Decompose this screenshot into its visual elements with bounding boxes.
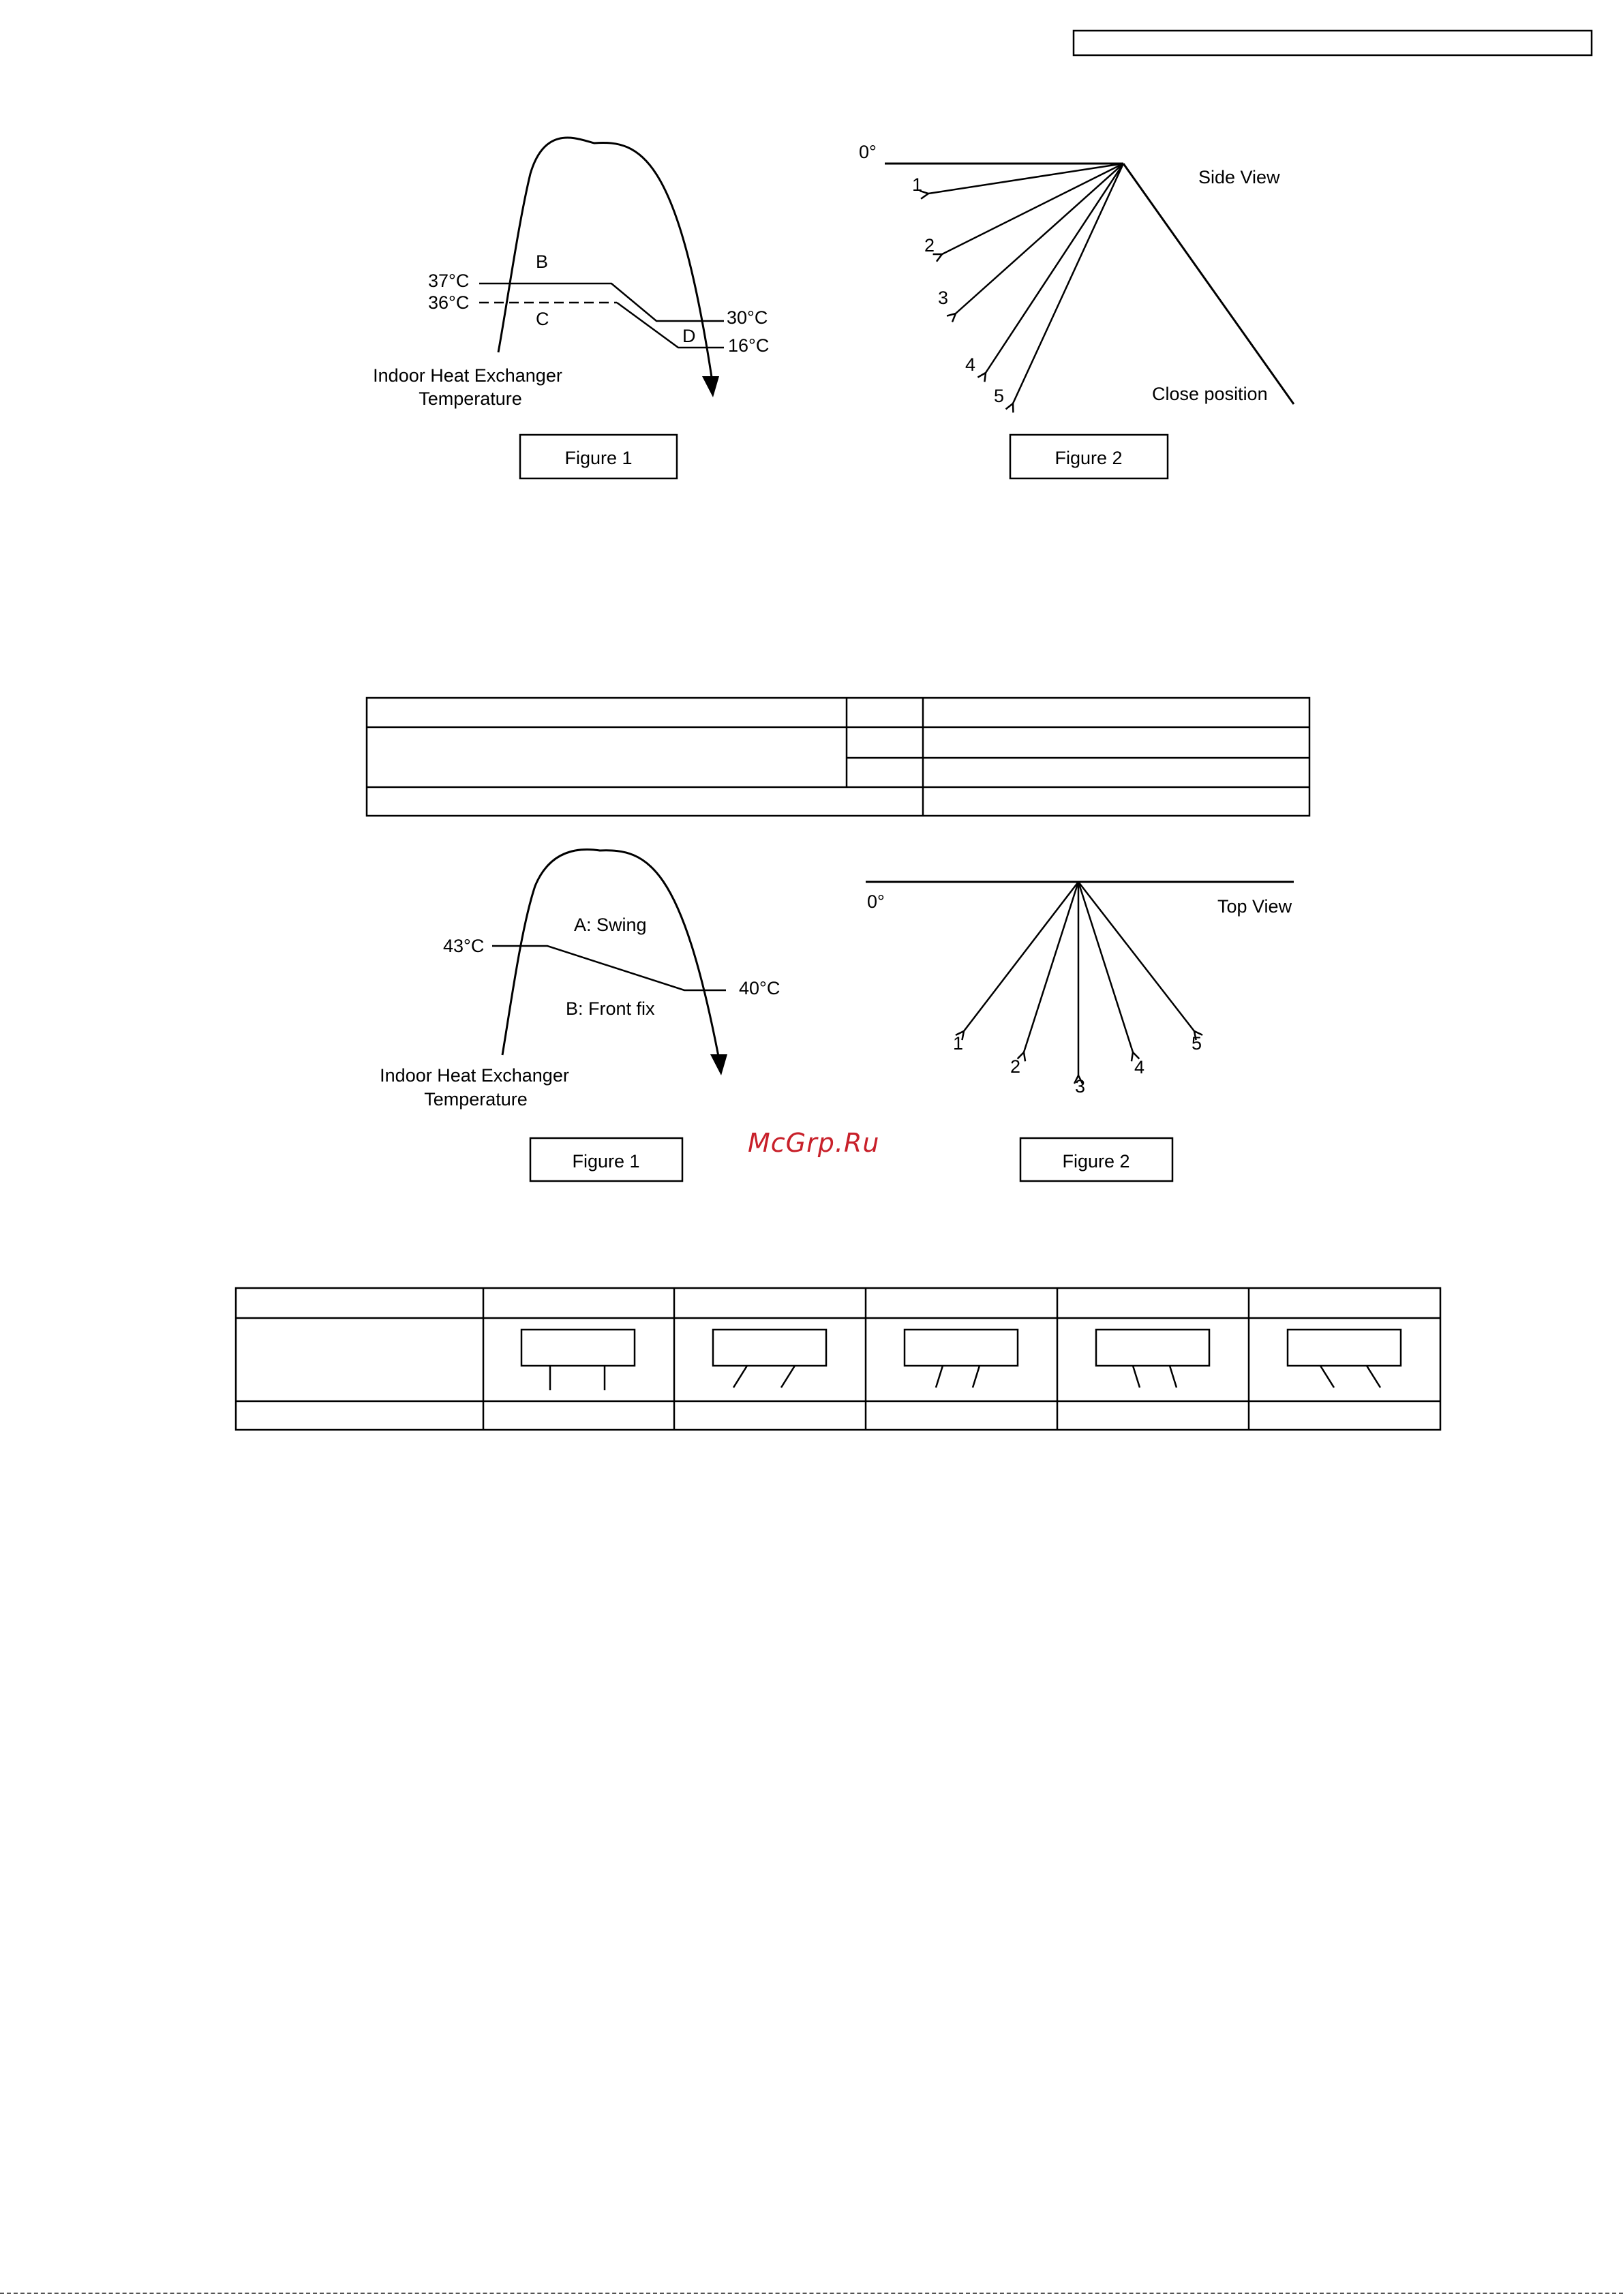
label-pos-5: 5 (1192, 1033, 1202, 1054)
threshold-line-16 (617, 303, 724, 348)
label-side-view: Side View (1198, 167, 1280, 187)
louver-arrow-1 (964, 882, 1078, 1031)
label-16c: 16°C (728, 335, 770, 356)
caption: Figure 2 (1062, 1151, 1130, 1172)
louver-arrow-4 (1078, 882, 1133, 1052)
temperature-curve (498, 138, 712, 382)
label-36c: 36°C (428, 292, 470, 313)
zone-d: D (682, 326, 696, 346)
label-swing: A: Swing (574, 915, 647, 935)
threshold-line (492, 946, 726, 990)
label-close-position: Close position (1152, 384, 1268, 404)
label-pos-2: 2 (924, 235, 935, 256)
label-zero-deg: 0° (859, 142, 877, 162)
label-front-fix: B: Front fix (566, 998, 655, 1019)
cooling-figure1 (373, 138, 769, 478)
caption: Figure 1 (564, 448, 633, 468)
louver-arrow-5 (1078, 882, 1194, 1031)
table1 (367, 698, 1309, 816)
axis-label-line2: Temperature (419, 388, 522, 409)
label-top-view: Top View (1217, 896, 1292, 917)
label-pos-5: 5 (994, 386, 1005, 406)
close-position-line (1123, 164, 1294, 404)
heating-figure2 (866, 882, 1294, 1181)
axis-label-line1: Indoor Heat Exchanger (380, 1065, 569, 1086)
label-40c: 40°C (739, 978, 780, 998)
axis-label-line2: Temperature (424, 1089, 528, 1109)
curve-arrowhead (702, 376, 719, 397)
louver-icon-1 (521, 1330, 635, 1390)
label-pos-1: 1 (953, 1033, 964, 1054)
label-pos-2: 2 (1010, 1056, 1021, 1077)
label-pos-4: 4 (1134, 1057, 1145, 1077)
louver-icon-4 (1096, 1330, 1209, 1388)
zone-c: C (536, 309, 549, 329)
louver-icon-2 (713, 1330, 826, 1388)
label-pos-3: 3 (1075, 1076, 1086, 1097)
label-zero-deg: 0° (867, 891, 885, 912)
label-pos-1: 1 (912, 174, 923, 195)
louver-icon-5 (1288, 1330, 1401, 1388)
cooling-figure2 (859, 142, 1294, 478)
louver-arrow-2 (1024, 882, 1078, 1052)
table2 (236, 1288, 1440, 1430)
label-pos-3: 3 (938, 288, 949, 308)
header-box (1074, 31, 1592, 55)
caption: Figure 1 (572, 1151, 640, 1172)
axis-label-line1: Indoor Heat Exchanger (373, 365, 562, 386)
zone-b: B (536, 251, 549, 272)
label-37c: 37°C (428, 271, 470, 291)
curve-arrowhead (710, 1054, 727, 1075)
label-30c: 30°C (727, 307, 768, 328)
watermark: McGrp.Ru (748, 1128, 880, 1158)
temperature-curve (502, 849, 719, 1060)
label-pos-4: 4 (965, 354, 976, 375)
footer-rule (0, 2293, 1623, 2295)
heating-figure1 (380, 849, 780, 1181)
vane-arrow-5 (1013, 164, 1123, 403)
caption: Figure 2 (1055, 448, 1123, 468)
label-43c: 43°C (443, 936, 485, 956)
louver-icon-3 (905, 1330, 1018, 1388)
